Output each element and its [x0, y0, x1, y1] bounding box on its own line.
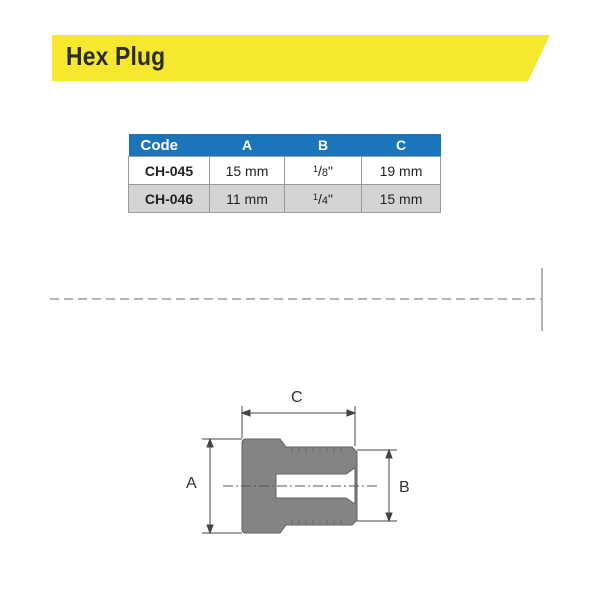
fraction-numerator: 1 [312, 191, 318, 202]
fraction-numerator: 1 [312, 163, 318, 174]
plug-body [242, 439, 357, 533]
fraction-unit: " [328, 190, 333, 207]
spec-table [128, 134, 441, 213]
table-row [129, 157, 441, 185]
fraction-denominator: 4 [321, 194, 329, 207]
cell-a: 11 mm [210, 185, 285, 213]
plug-bore [276, 468, 355, 504]
header-c: C [362, 134, 441, 157]
thread-lines [292, 447, 341, 525]
header-a: A [210, 134, 285, 157]
cell-a: 15 mm [210, 157, 285, 185]
cell-c: 15 mm [362, 185, 441, 213]
page-title: Hex Plug [66, 41, 166, 71]
cell-b: $^1$/8" [285, 157, 362, 185]
dimension-label-b: B [399, 479, 410, 496]
dimension-label-a: A [186, 475, 197, 492]
header-code: Code [129, 134, 210, 157]
header-b: B [285, 134, 362, 157]
fraction-denominator: 8 [321, 166, 329, 179]
cell-code: CH-046 [129, 185, 210, 213]
table-header-row [129, 134, 441, 157]
cell-code: CH-045 [129, 157, 210, 185]
cell-b: $^1$/4" [285, 185, 362, 213]
dimension-b [357, 450, 397, 521]
title-banner [52, 35, 550, 81]
fraction-unit: " [328, 162, 333, 179]
table-row [129, 185, 441, 213]
dimension-c [242, 406, 355, 446]
dimension-a [202, 439, 242, 533]
dimension-label-c: C [291, 389, 303, 406]
cell-c: 19 mm [362, 157, 441, 185]
